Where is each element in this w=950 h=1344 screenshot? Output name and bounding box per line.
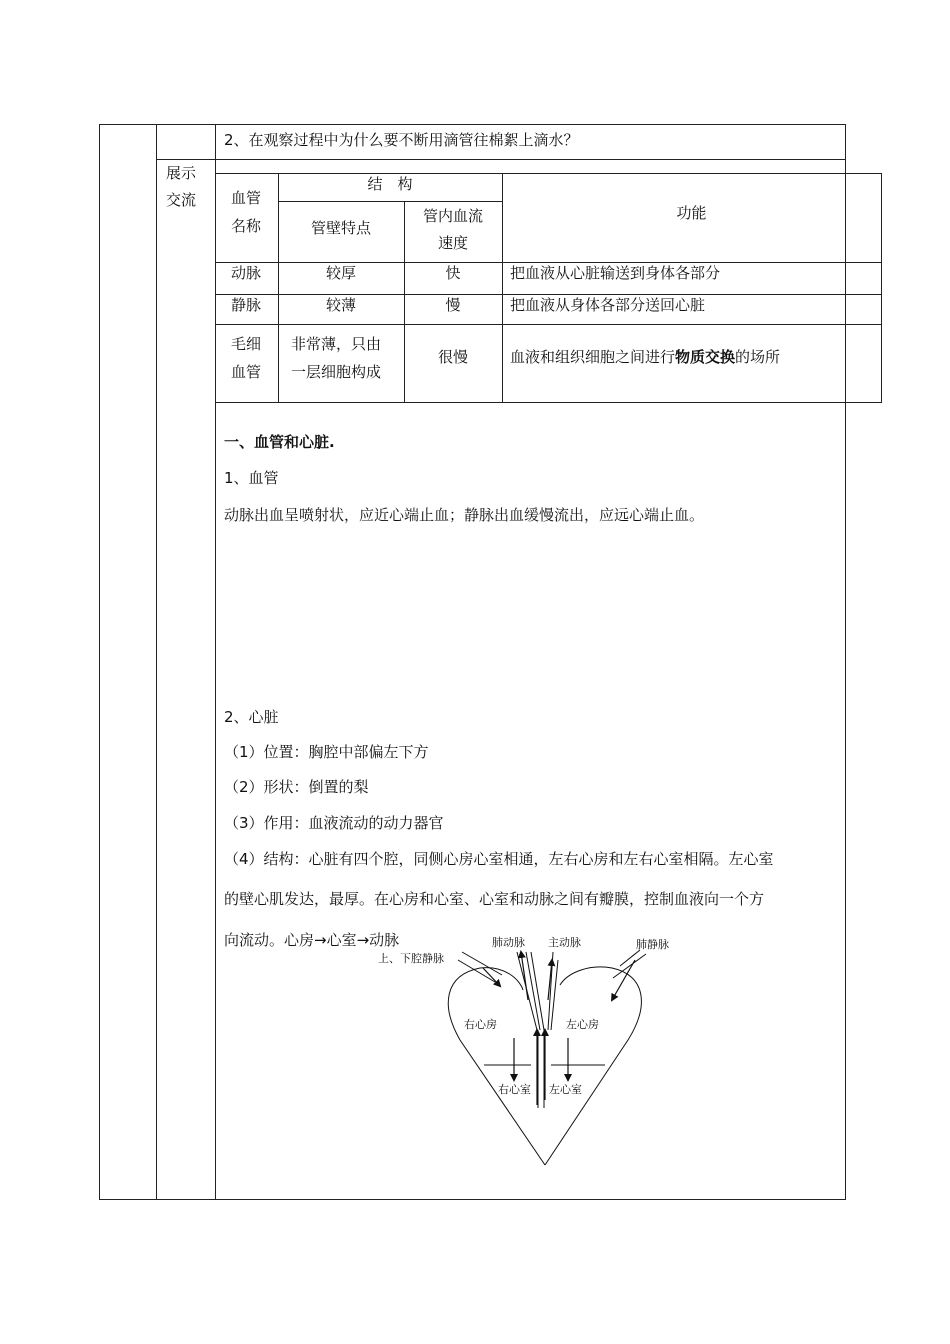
function-text-pre: 血液和组织细胞之间进行: [510, 348, 676, 366]
row-capillary-name-2: 血管: [231, 363, 262, 381]
label-right-ventricle: 右心室: [498, 1083, 531, 1096]
vtable-subheader-line: [278, 201, 502, 202]
label-vena-cava: 上、下腔静脉: [378, 952, 444, 965]
row-capillary-name-1: 毛细: [231, 335, 262, 353]
row-capillary-wall-2: 一层细胞构成: [291, 363, 382, 381]
heart-shape: （2）形状：倒置的梨: [224, 778, 369, 796]
row-artery-function: 把血液从心脏输送到身体各部分: [510, 264, 721, 282]
label-pulmonary-artery: 肺动脉: [492, 936, 525, 949]
header-function: 功能: [676, 204, 707, 222]
label-pulmonary-vein: 肺静脉: [636, 938, 669, 951]
vessel-text: 动脉出血呈喷射状，应近心端止血；静脉出血缓慢流出，应远心端止血。: [224, 506, 705, 524]
row-artery-wall: 较厚: [325, 264, 356, 282]
question-text: 2、在观察过程中为什么要不断用滴管往棉絮上滴水？: [224, 131, 579, 149]
function-text-bold: 物质交换: [675, 348, 736, 366]
row-capillary-wall-1: 非常薄，只由: [291, 335, 382, 353]
header-speed-1: 管内血流: [422, 207, 483, 225]
heart-structure-1: （4）结构：心脏有四个腔，同侧心房心室相通，左右心房和左右心室相隔。左心室: [224, 850, 774, 868]
row-artery-name: 动脉: [231, 264, 262, 282]
vtable-right: [881, 173, 882, 403]
vtable-row2-bottom: [216, 324, 882, 325]
row-capillary-speed: 很慢: [437, 348, 468, 366]
row-artery-speed: 快: [445, 264, 461, 282]
outer-bottom-border: [99, 1199, 846, 1200]
heart-structure-2: 的壁心肌发达，最厚。在心房和心室、心室和动脉之间有瓣膜，控制血液向一个方: [224, 890, 765, 908]
header-name-1: 血管: [231, 189, 262, 207]
heart-structure-3: 向流动。心房→心室→动脉: [224, 931, 400, 949]
vtable-bottom: [216, 402, 882, 403]
function-text-post: 的场所: [735, 348, 781, 366]
outer-top-border: [99, 124, 846, 125]
heart-position: （1）位置：胸腔中部偏左下方: [224, 743, 429, 761]
outer-left-border: [99, 124, 100, 1200]
label-right-atrium: 右心房: [464, 1018, 497, 1031]
header-structure: 结 构: [367, 175, 413, 193]
header-speed-2: 速度: [437, 234, 468, 252]
outer-right-border: [845, 124, 846, 1200]
row-vein-speed: 慢: [445, 296, 461, 314]
heart-heading: 2、心脏: [224, 708, 279, 726]
row-vein-name: 静脉: [231, 296, 262, 314]
row-vein-wall: 较薄: [325, 296, 356, 314]
row-vein-function: 把血液从身体各部分送回心脏: [510, 296, 706, 314]
label-aorta: 主动脉: [548, 936, 581, 949]
column-divider-1: [156, 124, 157, 1200]
section-title: 一、血管和心脏.: [224, 433, 335, 451]
vessel-heading: 1、血管: [224, 469, 279, 487]
column-divider-2: [215, 124, 216, 1200]
label-left-atrium: 左心房: [566, 1018, 599, 1031]
side-label-line1: 展示: [166, 164, 197, 182]
header-name-2: 名称: [231, 217, 262, 235]
header-wall: 管壁特点: [310, 219, 371, 237]
row-divider: [156, 159, 846, 160]
heart-role: （3）作用：血液流动的动力器官: [224, 814, 444, 832]
vtable-col-a: [278, 173, 279, 403]
label-left-ventricle: 左心室: [549, 1083, 582, 1096]
row-capillary-function: [510, 347, 780, 367]
heart-outline: [448, 967, 641, 1165]
side-label-line2: 交流: [166, 191, 197, 209]
